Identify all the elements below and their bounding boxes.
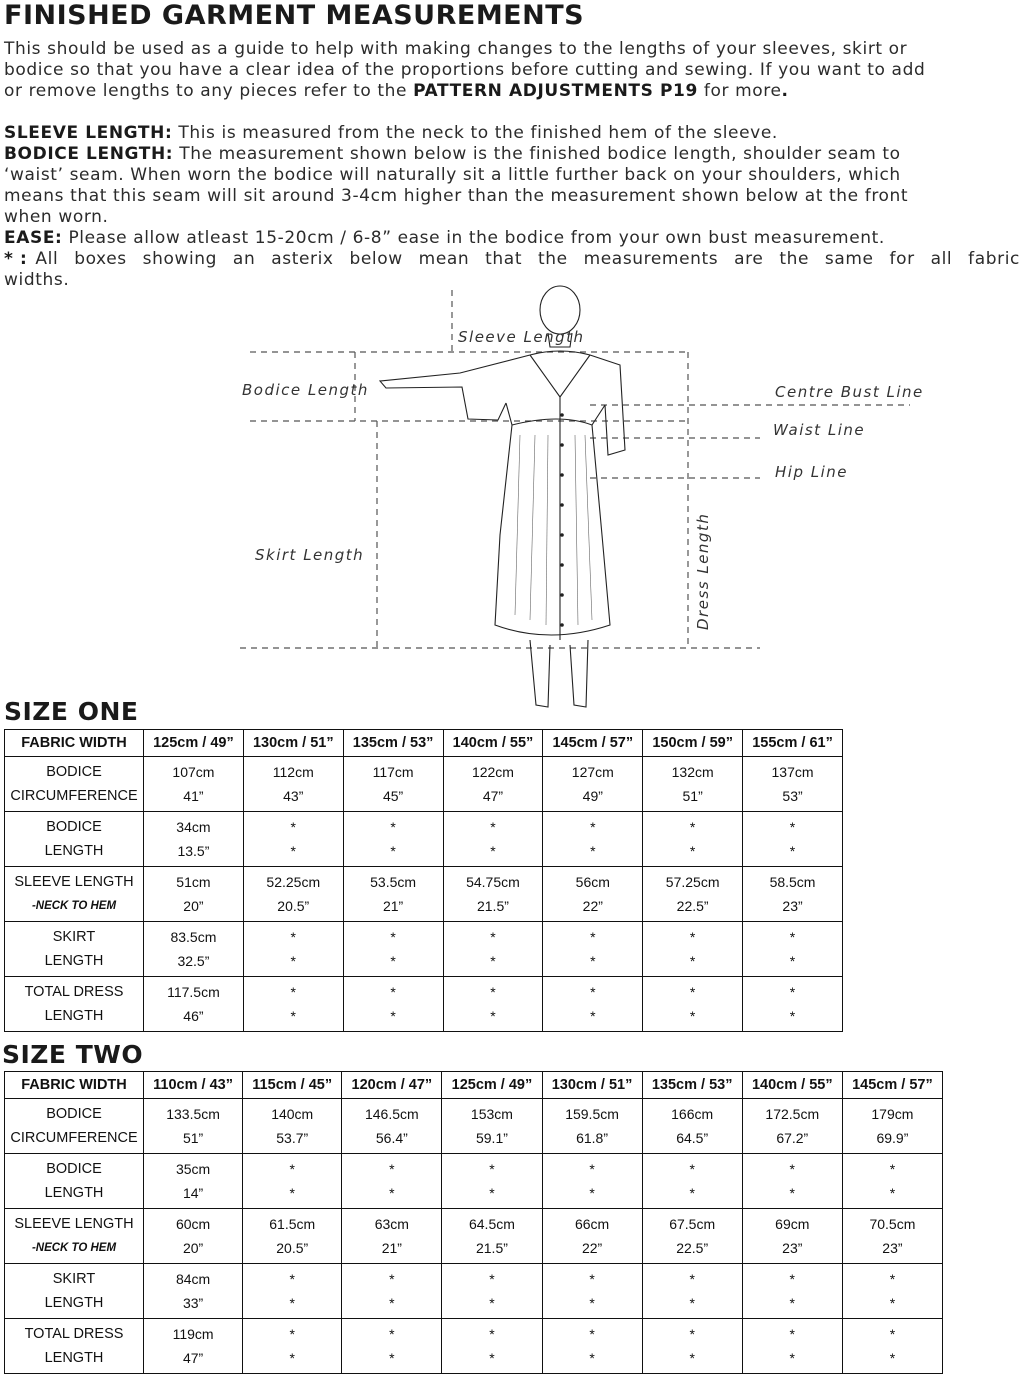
- fabric-width-column-header: 130cm / 51”: [243, 730, 343, 757]
- measurement-cm-cell: *: [443, 922, 543, 950]
- measurement-cm-cell: *: [642, 1264, 742, 1292]
- measurement-cm-cell: 67.5cm: [642, 1209, 742, 1237]
- measurement-cm-cell: *: [343, 812, 443, 840]
- measurement-inch-cell: *: [842, 1181, 942, 1209]
- measurement-inch-cell: *: [543, 1004, 643, 1032]
- fabric-width-column-header: 145cm / 57”: [543, 730, 643, 757]
- measurement-cm-cell: *: [742, 1154, 842, 1182]
- fabric-width-column-header: 140cm / 55”: [742, 1072, 842, 1099]
- notes-paragraph: [4, 123, 1020, 291]
- row-sublabel: LENGTH: [5, 1346, 144, 1374]
- page-title: FINISHED GARMENT MEASUREMENTS: [4, 0, 585, 31]
- measurement-inch-cell: *: [342, 1291, 442, 1319]
- measurement-inch-cell: 33”: [144, 1291, 243, 1319]
- intro-line-3-end: .: [781, 81, 789, 101]
- measurement-inch-cell: *: [743, 1004, 843, 1032]
- fabric-width-column-header: 135cm / 53”: [343, 730, 443, 757]
- measurement-inch-cell: *: [243, 1291, 342, 1319]
- fabric-width-header: FABRIC WIDTH: [5, 730, 144, 757]
- measurement-inch-cell: 67.2”: [742, 1126, 842, 1154]
- sleeve-note-text: This is measured from the neck to the finished hem of the sleeve.: [172, 123, 778, 143]
- ease-note-text: Please allow atleast 15-20cm / 6-8” ease in the bodice from your own bust measurement.: [62, 228, 885, 248]
- intro-line-3: [4, 81, 1020, 102]
- hip-line-label: Hip Line: [775, 463, 848, 481]
- measurement-inch-cell: 21.5”: [443, 894, 543, 922]
- measurement-cm-cell: *: [842, 1154, 942, 1182]
- measurement-cm-cell: *: [442, 1319, 542, 1347]
- measurement-inch-cell: 56.4”: [342, 1126, 442, 1154]
- measurement-cm-cell: *: [443, 977, 543, 1005]
- measurement-cm-cell: 153cm: [442, 1099, 542, 1127]
- measurement-inch-cell: *: [243, 1004, 343, 1032]
- measurement-inch-cell: 64.5”: [642, 1126, 742, 1154]
- measurement-inch-cell: 51”: [643, 784, 743, 812]
- table-row-cm: [5, 1209, 943, 1237]
- measurement-inch-cell: 20.5”: [243, 894, 343, 922]
- table-row-inches: [5, 894, 843, 922]
- measurement-inch-cell: 47”: [443, 784, 543, 812]
- skirt-length-label: Skirt Length: [255, 546, 365, 564]
- measurement-cm-cell: 127cm: [543, 757, 643, 785]
- fabric-width-column-header: 125cm / 49”: [144, 730, 244, 757]
- measurement-inch-cell: *: [543, 949, 643, 977]
- bodice-note-line-3: means that this seam will sit around 3-4cm higher than the measurement shown below at the front: [4, 186, 909, 206]
- table-row-cm: [5, 1264, 943, 1292]
- sleeve-length-label: Sleeve Length: [458, 328, 585, 346]
- measurement-inch-cell: *: [542, 1181, 642, 1209]
- measurement-cm-cell: *: [243, 977, 343, 1005]
- measurement-cm-cell: 137cm: [743, 757, 843, 785]
- row-sublabel: LENGTH: [5, 1004, 144, 1032]
- table-row-inches: [5, 1346, 943, 1374]
- row-label: SKIRT: [5, 922, 144, 950]
- measurement-cm-cell: 132cm: [643, 757, 743, 785]
- fabric-width-column-header: 155cm / 61”: [743, 730, 843, 757]
- asterix-note-line-1: [4, 249, 1020, 270]
- measurement-cm-cell: 159.5cm: [542, 1099, 642, 1127]
- measurement-inch-cell: 23”: [842, 1236, 942, 1264]
- measurement-inch-cell: *: [443, 1004, 543, 1032]
- measurement-cm-cell: *: [243, 1319, 342, 1347]
- size-one-title: SIZE ONE: [4, 697, 139, 726]
- table-row-cm: [5, 977, 843, 1005]
- intro-line-3-post: for more: [697, 81, 782, 101]
- measurement-cm-cell: 57.25cm: [643, 867, 743, 895]
- bodice-note-line-4: when worn.: [4, 207, 109, 227]
- measurement-cm-cell: 35cm: [144, 1154, 243, 1182]
- measurement-inch-cell: *: [643, 949, 743, 977]
- measurement-cm-cell: *: [743, 812, 843, 840]
- measurement-inch-cell: 43”: [243, 784, 343, 812]
- measurement-cm-cell: *: [542, 1319, 642, 1347]
- measurement-cm-cell: 83.5cm: [144, 922, 244, 950]
- measurement-cm-cell: 60cm: [144, 1209, 243, 1237]
- measurement-cm-cell: 122cm: [443, 757, 543, 785]
- row-label: SLEEVE LENGTH: [5, 867, 144, 895]
- measurement-inch-cell: *: [742, 1181, 842, 1209]
- measurement-inch-cell: 22.5”: [643, 894, 743, 922]
- table-row-inches: [5, 949, 843, 977]
- waist-line-label: Waist Line: [773, 421, 866, 439]
- measurement-inch-cell: *: [442, 1291, 542, 1319]
- measurement-cm-cell: 52.25cm: [243, 867, 343, 895]
- measurement-inch-cell: *: [542, 1346, 642, 1374]
- row-label: BODICE: [5, 1099, 144, 1127]
- measurement-cm-cell: 117cm: [343, 757, 443, 785]
- measurement-inch-cell: 59.1”: [442, 1126, 542, 1154]
- table-row-inches: [5, 784, 843, 812]
- measurement-cm-cell: *: [342, 1319, 442, 1347]
- row-sublabel: LENGTH: [5, 949, 144, 977]
- fabric-width-column-header: 140cm / 55”: [443, 730, 543, 757]
- table-row-inches: [5, 1181, 943, 1209]
- row-label: TOTAL DRESS: [5, 977, 144, 1005]
- measurement-cm-cell: 107cm: [144, 757, 244, 785]
- measurement-inch-cell: *: [243, 1346, 342, 1374]
- measurement-cm-cell: *: [842, 1319, 942, 1347]
- measurement-cm-cell: *: [443, 812, 543, 840]
- measurement-cm-cell: 61.5cm: [243, 1209, 342, 1237]
- fabric-width-header: FABRIC WIDTH: [5, 1072, 144, 1099]
- measurement-inch-cell: 53”: [743, 784, 843, 812]
- table-header-row: [5, 730, 843, 757]
- measurement-inch-cell: *: [643, 839, 743, 867]
- measurement-inch-cell: *: [443, 949, 543, 977]
- measurement-inch-cell: *: [343, 839, 443, 867]
- measurement-inch-cell: *: [342, 1346, 442, 1374]
- table-row-cm: [5, 1154, 943, 1182]
- measurement-cm-cell: *: [343, 977, 443, 1005]
- measurement-inch-cell: *: [842, 1346, 942, 1374]
- table-row-inches: [5, 1291, 943, 1319]
- measurement-cm-cell: *: [743, 922, 843, 950]
- measurement-inch-cell: *: [543, 839, 643, 867]
- measurement-cm-cell: 58.5cm: [743, 867, 843, 895]
- measurement-cm-cell: *: [642, 1319, 742, 1347]
- measurement-cm-cell: 70.5cm: [842, 1209, 942, 1237]
- pattern-adjustments-ref: PATTERN ADJUSTMENTS P19: [413, 81, 698, 101]
- measurement-cm-cell: *: [243, 812, 343, 840]
- measurement-cm-cell: 133.5cm: [144, 1099, 243, 1127]
- measurement-cm-cell: *: [742, 1319, 842, 1347]
- fabric-width-column-header: 135cm / 53”: [642, 1072, 742, 1099]
- bodice-note-line-1: [4, 144, 1020, 165]
- row-sublabel: LENGTH: [5, 839, 144, 867]
- measurement-inch-cell: 23”: [742, 1236, 842, 1264]
- row-label: BODICE: [5, 812, 144, 840]
- measurement-inch-cell: 53.7”: [243, 1126, 342, 1154]
- measurement-cm-cell: 51cm: [144, 867, 244, 895]
- measurement-cm-cell: 56cm: [543, 867, 643, 895]
- measurement-cm-cell: 146.5cm: [342, 1099, 442, 1127]
- measurement-inch-cell: 13.5”: [144, 839, 244, 867]
- measurement-inch-cell: *: [442, 1346, 542, 1374]
- measurement-inch-cell: *: [442, 1181, 542, 1209]
- fabric-width-column-header: 125cm / 49”: [442, 1072, 542, 1099]
- measurement-inch-cell: 22.5”: [642, 1236, 742, 1264]
- table-row-cm: [5, 1099, 943, 1127]
- measurement-inch-cell: 49”: [543, 784, 643, 812]
- measurement-cm-cell: *: [743, 977, 843, 1005]
- measurement-cm-cell: 119cm: [144, 1319, 243, 1347]
- measurement-cm-cell: 84cm: [144, 1264, 243, 1292]
- measurement-inch-cell: *: [842, 1291, 942, 1319]
- measurement-cm-cell: *: [542, 1264, 642, 1292]
- measurement-cm-cell: *: [243, 1264, 342, 1292]
- measurement-cm-cell: *: [742, 1264, 842, 1292]
- measurement-inch-cell: 46”: [144, 1004, 244, 1032]
- row-label: BODICE: [5, 757, 144, 785]
- measurement-inch-cell: 51”: [144, 1126, 243, 1154]
- measurement-inch-cell: *: [342, 1181, 442, 1209]
- table-row-cm: [5, 812, 843, 840]
- size-two-table: [4, 1071, 943, 1374]
- garment-diagram: [230, 285, 930, 725]
- table-row-inches: [5, 1126, 943, 1154]
- measurement-cm-cell: *: [343, 922, 443, 950]
- measurement-inch-cell: 23”: [743, 894, 843, 922]
- table-row-inches: [5, 839, 843, 867]
- row-sublabel: -NECK TO HEM: [5, 894, 144, 922]
- measurement-inch-cell: 21.5”: [442, 1236, 542, 1264]
- size-two-title: SIZE TWO: [2, 1040, 144, 1069]
- measurement-inch-cell: *: [243, 949, 343, 977]
- measurement-inch-cell: *: [743, 949, 843, 977]
- dress-length-label: Dress Length: [694, 512, 712, 630]
- measurement-inch-cell: 20”: [144, 894, 244, 922]
- measurement-inch-cell: *: [742, 1291, 842, 1319]
- intro-line-3-text: or remove lengths to any pieces refer to the: [4, 81, 414, 101]
- measurement-cm-cell: 66cm: [542, 1209, 642, 1237]
- table-row-inches: [5, 1004, 843, 1032]
- fabric-width-column-header: 150cm / 59”: [643, 730, 743, 757]
- centre-bust-line-label: Centre Bust Line: [775, 383, 924, 401]
- measurement-cm-cell: 179cm: [842, 1099, 942, 1127]
- table-row-inches: [5, 1236, 943, 1264]
- row-sublabel: CIRCUMFERENCE: [5, 1126, 144, 1154]
- row-sublabel: LENGTH: [5, 1181, 144, 1209]
- intro-line-1: This should be used as a guide to help with making changes to the lengths of your sleeves, skirt or: [4, 39, 908, 59]
- table-row-cm: [5, 867, 843, 895]
- measurement-inch-cell: 47”: [144, 1346, 243, 1374]
- table-row-cm: [5, 922, 843, 950]
- measurement-inch-cell: 21”: [343, 894, 443, 922]
- measurement-inch-cell: 21”: [342, 1236, 442, 1264]
- measurement-cm-cell: *: [342, 1264, 442, 1292]
- table-row-cm: [5, 1319, 943, 1347]
- measurement-inch-cell: *: [742, 1346, 842, 1374]
- fabric-width-column-header: 115cm / 45”: [243, 1072, 342, 1099]
- row-sublabel: CIRCUMFERENCE: [5, 784, 144, 812]
- row-label: SLEEVE LENGTH: [5, 1209, 144, 1237]
- asterix-note-label: * :: [4, 249, 28, 269]
- measurement-inch-cell: *: [642, 1346, 742, 1374]
- measurement-cm-cell: 166cm: [642, 1099, 742, 1127]
- measurement-cm-cell: 117.5cm: [144, 977, 244, 1005]
- measurement-inch-cell: *: [642, 1291, 742, 1319]
- measurement-inch-cell: 45”: [343, 784, 443, 812]
- measurement-inch-cell: 61.8”: [542, 1126, 642, 1154]
- measurement-inch-cell: *: [743, 839, 843, 867]
- measurement-cm-cell: 34cm: [144, 812, 244, 840]
- measurement-inch-cell: *: [243, 1181, 342, 1209]
- row-label: BODICE: [5, 1154, 144, 1182]
- measurement-cm-cell: *: [842, 1264, 942, 1292]
- row-sublabel: -NECK TO HEM: [5, 1236, 144, 1264]
- garment-illustration: [230, 285, 930, 725]
- measurement-cm-cell: *: [442, 1154, 542, 1182]
- measurement-inch-cell: *: [443, 839, 543, 867]
- measurement-inch-cell: 22”: [543, 894, 643, 922]
- measurement-cm-cell: *: [643, 812, 743, 840]
- measurement-inch-cell: 41”: [144, 784, 244, 812]
- measurement-cm-cell: *: [643, 922, 743, 950]
- measurement-cm-cell: *: [543, 922, 643, 950]
- row-label: SKIRT: [5, 1264, 144, 1292]
- measurement-cm-cell: 112cm: [243, 757, 343, 785]
- measurement-cm-cell: 140cm: [243, 1099, 342, 1127]
- asterix-note-text-1: All boxes showing an asterix below mean that the measurements are the same for all fabric: [35, 249, 1020, 269]
- measurement-cm-cell: 172.5cm: [742, 1099, 842, 1127]
- measurement-inch-cell: *: [343, 1004, 443, 1032]
- measurement-cm-cell: *: [642, 1154, 742, 1182]
- measurement-inch-cell: 20”: [144, 1236, 243, 1264]
- measurement-cm-cell: *: [243, 922, 343, 950]
- ease-note-label: EASE:: [4, 228, 63, 248]
- bodice-length-label: Bodice Length: [242, 381, 369, 399]
- bodice-note-text-1: The measurement shown below is the finished bodice length, shoulder seam to: [173, 144, 901, 164]
- measurement-cm-cell: 69cm: [742, 1209, 842, 1237]
- measurement-cm-cell: 63cm: [342, 1209, 442, 1237]
- measurement-inch-cell: *: [643, 1004, 743, 1032]
- ease-note: [4, 228, 1020, 249]
- row-sublabel: LENGTH: [5, 1291, 144, 1319]
- measurement-inch-cell: *: [542, 1291, 642, 1319]
- measurement-cm-cell: *: [442, 1264, 542, 1292]
- measurement-cm-cell: *: [543, 812, 643, 840]
- bodice-note-line-2: ‘waist’ seam. When worn the bodice will naturally sit a little further back on your shoulders, which: [4, 165, 901, 185]
- measurement-cm-cell: 64.5cm: [442, 1209, 542, 1237]
- fabric-width-column-header: 145cm / 57”: [842, 1072, 942, 1099]
- measurement-inch-cell: 32.5”: [144, 949, 244, 977]
- measurement-inch-cell: 69.9”: [842, 1126, 942, 1154]
- measurement-cm-cell: *: [543, 977, 643, 1005]
- measurement-cm-cell: 54.75cm: [443, 867, 543, 895]
- measurement-cm-cell: *: [243, 1154, 342, 1182]
- measurement-cm-cell: *: [542, 1154, 642, 1182]
- measurement-inch-cell: *: [343, 949, 443, 977]
- measurement-inch-cell: *: [243, 839, 343, 867]
- intro-paragraph: [4, 39, 1020, 102]
- table-header-row: [5, 1072, 943, 1099]
- measurement-cm-cell: 53.5cm: [343, 867, 443, 895]
- fabric-width-column-header: 130cm / 51”: [542, 1072, 642, 1099]
- sleeve-note-label: SLEEVE LENGTH:: [4, 123, 173, 143]
- measurement-cm-cell: *: [342, 1154, 442, 1182]
- asterix-note-line-2: widths.: [4, 270, 70, 290]
- measurement-inch-cell: 22”: [542, 1236, 642, 1264]
- sleeve-note: [4, 123, 1020, 144]
- measurement-inch-cell: 14”: [144, 1181, 243, 1209]
- measurement-cm-cell: *: [643, 977, 743, 1005]
- size-one-table: [4, 729, 843, 1032]
- fabric-width-column-header: 110cm / 43”: [144, 1072, 243, 1099]
- table-row-cm: [5, 757, 843, 785]
- intro-line-2: bodice so that you have a clear idea of the proportions before cutting and sewing. If you want to add: [4, 60, 926, 80]
- bodice-note-label: BODICE LENGTH:: [4, 144, 174, 164]
- measurement-inch-cell: *: [642, 1181, 742, 1209]
- fabric-width-column-header: 120cm / 47”: [342, 1072, 442, 1099]
- figure-drawing: [380, 286, 625, 707]
- measurement-inch-cell: 20.5”: [243, 1236, 342, 1264]
- row-label: TOTAL DRESS: [5, 1319, 144, 1347]
